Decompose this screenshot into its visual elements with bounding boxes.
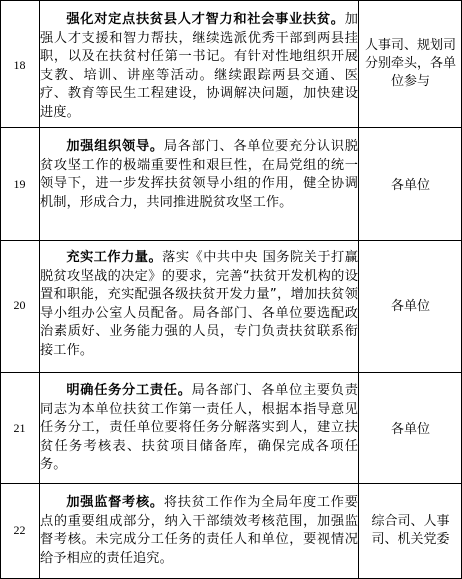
task-heading: 明确任务分工责任。 bbox=[66, 383, 192, 398]
row-number: 18 bbox=[13, 58, 26, 72]
task-body: 局各部门、各单位主要负责同志为本单位扶贫工作第一责任人，根据本指导意见任务分工，责任单位要将任务分解落实到人，建立扶贫任务考核表、扶贫项目储备库，确保完成各项任务。 bbox=[40, 383, 358, 472]
column-divider bbox=[0, 0, 1, 579]
task-body: 加强人才支援和智力帮扶，继续选派优秀干部到两县挂职，以及在扶贫村任第一书记。有针对性地组织开展支教、培训、讲座等活动。继续跟踪两县交通、医疗、教育等民生工程建设，协调解决问题，加快建设进度。 bbox=[40, 12, 358, 120]
task-body: 局各部门、各单位要充分认识脱贫攻坚工作的极端重要性和艰巨性，在局党组的统一领导下，进一步发挥扶贫领导小组的作用，健全协调机制，形成合力，共同推进脱贫攻坚工作。 bbox=[40, 139, 359, 210]
task-heading: 强化对定点扶贫县人才智力和社会事业扶贫。 bbox=[66, 12, 345, 27]
task-description bbox=[40, 249, 358, 360]
row-number: 20 bbox=[13, 298, 26, 312]
task-description bbox=[40, 11, 358, 122]
responsible-unit: 综合司、人事司、机关党委 bbox=[371, 514, 450, 547]
task-description bbox=[40, 494, 358, 568]
row-number: 19 bbox=[13, 177, 26, 191]
task-description bbox=[40, 138, 358, 212]
task-body: 将扶贫工作作为全局年度工作要点的重要组成部分，纳入干部绩效考核范围，加强监督考核。未完成分工任务的责任人和单位，要视情况给予相应的责任追究。 bbox=[40, 495, 359, 566]
row-divider bbox=[0, 372, 462, 373]
row-divider bbox=[0, 240, 462, 241]
responsible-unit: 各单位 bbox=[390, 299, 430, 314]
task-description bbox=[40, 382, 358, 475]
task-heading: 加强组织领导。 bbox=[66, 139, 164, 154]
responsible-unit: 人事司、规划司分别牵头，各单位参与 bbox=[364, 38, 456, 89]
task-heading: 充实工作力量。 bbox=[66, 250, 163, 265]
responsible-unit: 各单位 bbox=[390, 422, 430, 437]
row-divider bbox=[0, 0, 462, 1]
row-divider bbox=[0, 127, 462, 128]
task-heading: 加强监督考核。 bbox=[66, 495, 164, 510]
row-divider bbox=[0, 483, 462, 484]
task-body: 落实《中共中央 国务院关于打赢脱贫攻坚战的决定》的要求，完善“扶贫开发机构的设置和职能，充实配强各级扶贫开发力量”，增加扶贫领导小组办公室人员配备。局各部门、各单位要选配政治素质好、业务能力强的人员，专门负责扶贫联系衔接工作。 bbox=[40, 250, 358, 358]
row-number: 22 bbox=[13, 523, 26, 537]
responsible-unit: 各单位 bbox=[390, 178, 430, 193]
row-number: 21 bbox=[13, 421, 26, 435]
